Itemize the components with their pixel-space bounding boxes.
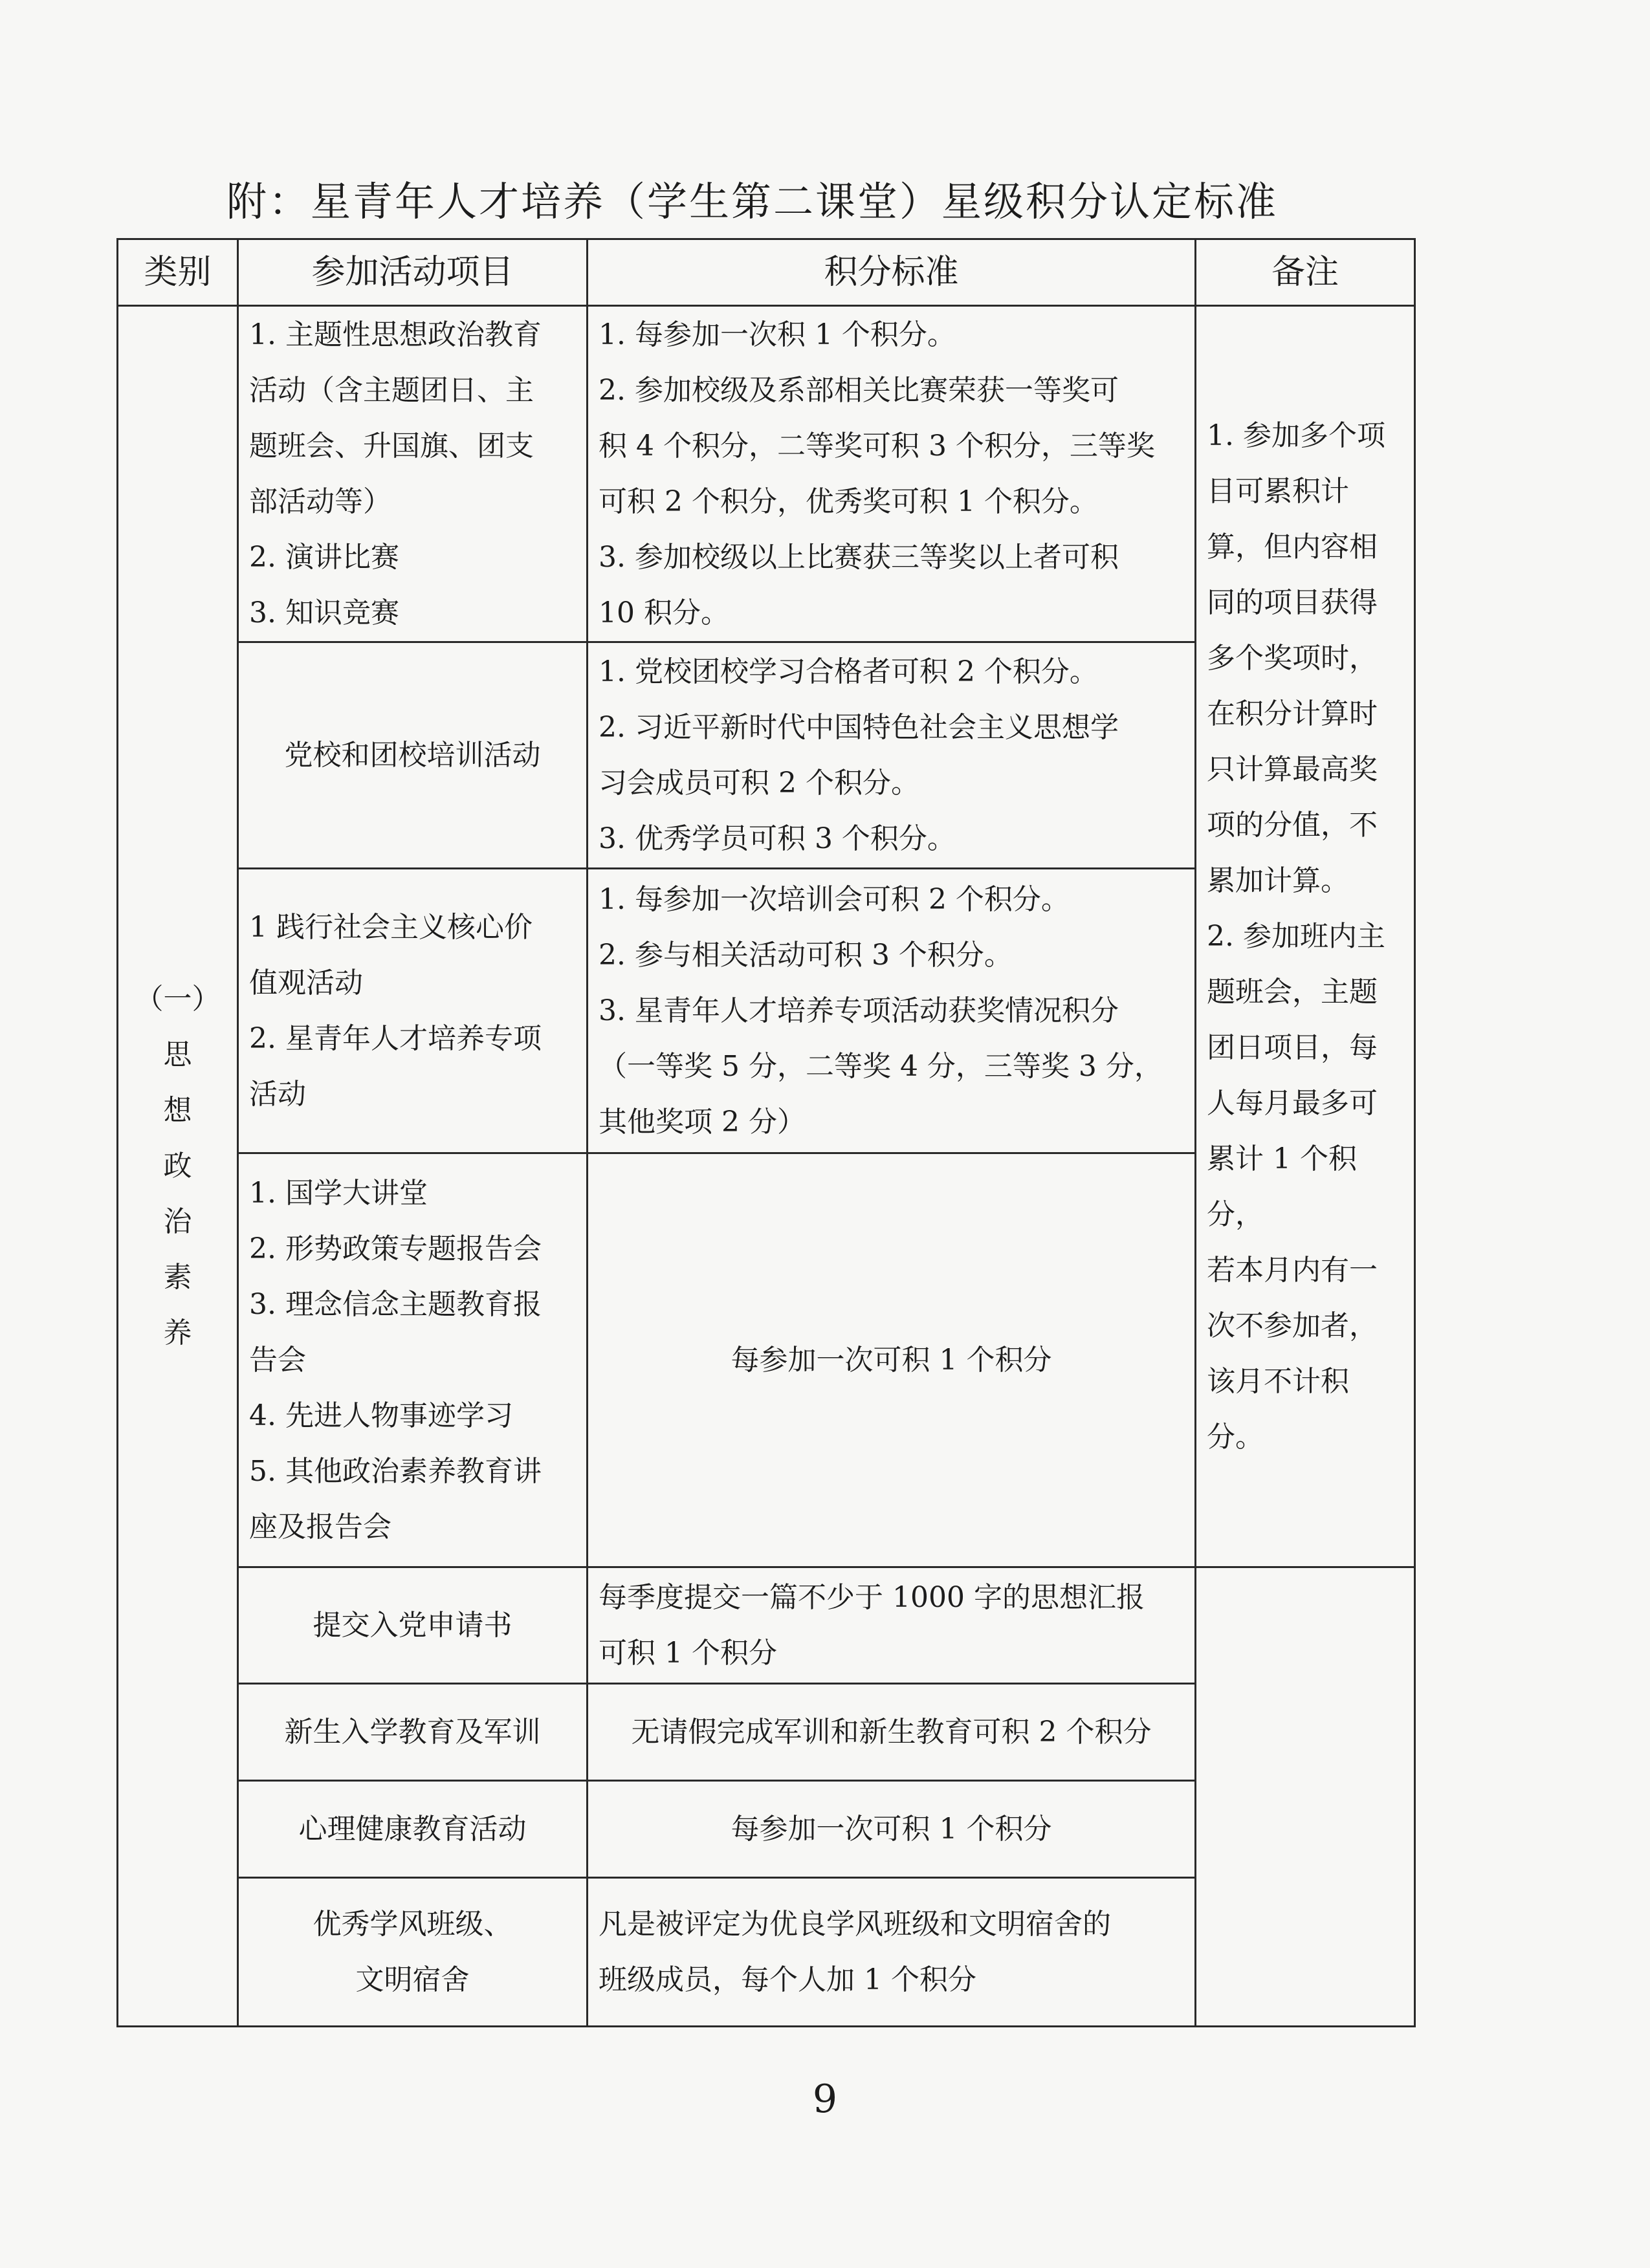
header-score: 积分标准 — [588, 239, 1196, 306]
score-cell — [588, 642, 1196, 869]
remark-line: 次不参加者， — [1207, 1309, 1378, 1342]
remark-line: 算，但内容相 — [1207, 530, 1378, 563]
activity-line: 活动 — [249, 1077, 306, 1111]
remark-line: 在积分计算时 — [1207, 697, 1378, 730]
activity-line: 1 践行社会主义核心价 — [249, 910, 533, 944]
category-char: 治 — [163, 1205, 192, 1238]
activity-cell — [238, 1781, 588, 1878]
activity-line: 3. 理念信念主题教育报 — [249, 1287, 542, 1321]
score-line: 2. 参加校级及系部相关比赛荣获一等奖可 — [599, 373, 1119, 407]
score-cell — [588, 1153, 1196, 1567]
remark-line: 分。 — [1207, 1420, 1264, 1454]
activity-line: 1. 国学大讲堂 — [249, 1176, 428, 1210]
page-title: 附：星青年人才培养（学生第二课堂）星级积分认定标准 — [226, 178, 1279, 225]
activity-line: 座及报告会 — [249, 1510, 391, 1543]
activity-line: 2. 形势政策专题报告会 — [249, 1232, 542, 1265]
activity-cell — [238, 869, 588, 1153]
table-header-row — [118, 239, 1415, 306]
score-line: 1. 每参加一次培训会可积 2 个积分。 — [599, 882, 1070, 916]
category-char: 政 — [163, 1149, 192, 1183]
table-row — [118, 306, 1415, 642]
score-line: 可积 2 个积分，优秀奖可积 1 个积分。 — [599, 485, 1098, 518]
activity-line: 提交入党申请书 — [313, 1608, 512, 1642]
score-line: 每参加一次可积 1 个积分 — [731, 1343, 1052, 1377]
remark-line: 2. 参加班内主 — [1207, 919, 1385, 953]
score-line: 无请假完成军训和新生教育可积 2 个积分 — [631, 1715, 1152, 1749]
activity-line: 值观活动 — [249, 966, 363, 999]
activity-line: 3. 知识竞赛 — [249, 596, 399, 629]
activity-line: 告会 — [249, 1343, 306, 1377]
activity-line: 1. 主题性思想政治教育 — [249, 318, 542, 351]
activity-line: 5. 其他政治素养教育讲 — [249, 1454, 542, 1488]
remark-line: 该月不计积 — [1207, 1364, 1349, 1398]
score-line: 3. 参加校级以上比赛获三等奖以上者可积 — [599, 540, 1119, 574]
activity-line: 新生入学教育及军训 — [284, 1715, 541, 1749]
activity-cell — [238, 642, 588, 869]
score-cell — [588, 1781, 1196, 1878]
remark-empty-cell — [1196, 1567, 1415, 2027]
score-line: 1. 每参加一次积 1 个积分。 — [599, 318, 956, 351]
activity-cell — [238, 1567, 588, 1684]
remark-line: 同的项目获得 — [1207, 585, 1378, 619]
score-cell — [588, 1878, 1196, 2027]
remark-line: 1. 参加多个项 — [1207, 419, 1385, 452]
category-number: （一） — [135, 982, 221, 1016]
activity-cell — [238, 1153, 588, 1567]
activity-cell — [238, 1684, 588, 1781]
activity-line: 文明宿舍 — [355, 1963, 470, 1996]
remark-cell — [1196, 306, 1415, 1567]
score-line: 每参加一次可积 1 个积分 — [731, 1812, 1052, 1846]
header-category: 类别 — [118, 239, 238, 306]
category-char: 素 — [163, 1260, 192, 1294]
page-number: 9 — [812, 2077, 838, 2122]
scoring-standards-table — [116, 238, 1416, 2027]
score-cell — [588, 306, 1196, 642]
activity-cell — [238, 1878, 588, 2027]
category-char: 思 — [163, 1038, 192, 1071]
activity-line: 题班会、升国旗、团支 — [249, 429, 534, 463]
score-line: 3. 优秀学员可积 3 个积分。 — [599, 822, 956, 855]
header-remark: 备注 — [1196, 239, 1415, 306]
remark-line: 若本月内有一 — [1207, 1253, 1378, 1287]
remark-line: 人每月最多可 — [1207, 1086, 1378, 1120]
activity-line: 2. 演讲比赛 — [249, 540, 399, 574]
score-cell — [588, 1684, 1196, 1781]
remark-line: 累加计算。 — [1207, 864, 1349, 897]
activity-line: 4. 先进人物事迹学习 — [249, 1399, 513, 1432]
score-line: 3. 星青年人才培养专项活动获奖情况积分 — [599, 994, 1119, 1027]
score-line: 可积 1 个积分 — [599, 1636, 777, 1670]
remark-line: 项的分值，不 — [1207, 808, 1378, 842]
score-line: 2. 习近平新时代中国特色社会主义思想学 — [599, 710, 1119, 744]
activity-line: 部活动等） — [249, 485, 391, 518]
table-row — [118, 1567, 1415, 1684]
score-line: 1. 党校团校学习合格者可积 2 个积分。 — [599, 655, 1098, 688]
remark-line: 团日项目，每 — [1207, 1030, 1378, 1064]
activity-cell — [238, 306, 588, 642]
score-line: （一等奖 5 分，二等奖 4 分，三等奖 3 分， — [599, 1049, 1163, 1083]
score-line: 班级成员，每个人加 1 个积分 — [599, 1963, 976, 1996]
score-line: 2. 参与相关活动可积 3 个积分。 — [599, 938, 1013, 972]
activity-line: 活动（含主题团日、主 — [249, 373, 534, 407]
activity-line: 心理健康教育活动 — [298, 1812, 527, 1846]
activity-line: 党校和团校培训活动 — [284, 738, 541, 772]
score-line: 其他奖项 2 分） — [599, 1105, 806, 1139]
remark-line: 题班会，主题 — [1207, 975, 1378, 1009]
remark-line: 目可累积计 — [1207, 474, 1349, 508]
remark-line: 只计算最高奖 — [1207, 752, 1378, 786]
remark-line: 多个奖项时， — [1207, 641, 1378, 675]
activity-line: 优秀学风班级、 — [313, 1907, 512, 1941]
score-line: 凡是被评定为优良学风班级和文明宿舍的 — [599, 1907, 1111, 1941]
category-char: 想 — [163, 1093, 192, 1127]
score-line: 积 4 个积分，二等奖可积 3 个积分，三等奖 — [599, 429, 1155, 463]
score-line: 习会成员可积 2 个积分。 — [599, 766, 919, 800]
score-cell — [588, 1567, 1196, 1684]
category-cell — [118, 306, 238, 2027]
category-char: 养 — [163, 1316, 192, 1349]
score-cell — [588, 869, 1196, 1153]
remark-line: 累计 1 个积分， — [1207, 1142, 1357, 1231]
score-line: 每季度提交一篇不少于 1000 字的思想汇报 — [599, 1580, 1145, 1614]
header-activity: 参加活动项目 — [238, 239, 588, 306]
score-line: 10 积分。 — [599, 596, 729, 629]
activity-line: 2. 星青年人才培养专项 — [249, 1021, 542, 1055]
